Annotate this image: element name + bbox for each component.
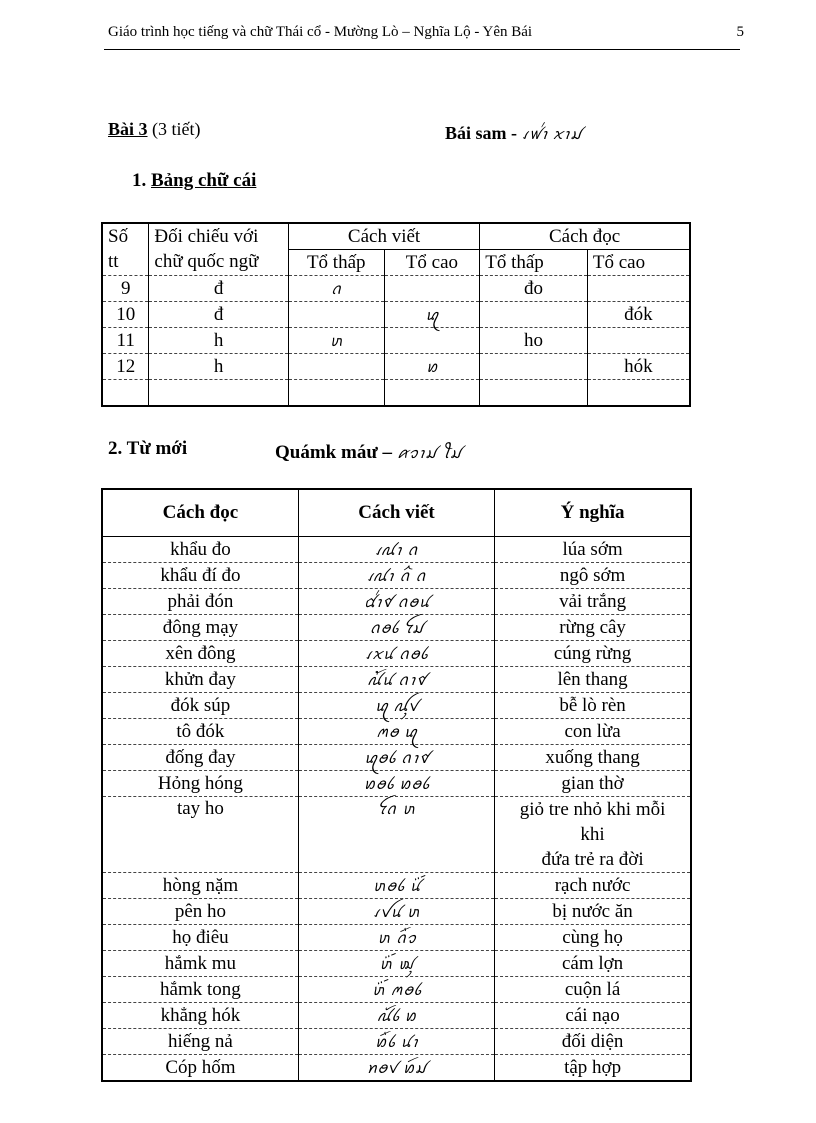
table-row [102, 563, 691, 589]
cell-read: Hỏng hóng [102, 771, 298, 797]
cell-letter: đ [149, 302, 288, 328]
cell-write: ꪓ ꪏꪴꪚ [298, 693, 494, 719]
cell-stt: 12 [102, 354, 149, 380]
header-divider [104, 49, 740, 50]
page-number: 5 [736, 24, 744, 40]
vocab-body [102, 537, 691, 1082]
cell-write: ꪠ꪿ꪱꪥ ꪒꪮꪙ [298, 589, 494, 615]
cell-write-low: ꪒ [288, 276, 384, 302]
cell-read: đók súp [102, 693, 298, 719]
cell-meaning [495, 797, 691, 873]
cell-meaning: tập hợp [495, 1055, 691, 1082]
cell-stt: 9 [102, 276, 149, 302]
table-row [102, 745, 691, 771]
cell-write: ꪭꪸꪉ ꪙꪱ [298, 1029, 494, 1055]
header-write: Cách viết [288, 223, 479, 250]
table-row [102, 771, 691, 797]
vocab-subtitle-text: Quámk máư – [275, 442, 392, 463]
cell-read: hắmk mu [102, 951, 298, 977]
vocab-subtitle-thai: ꪁꪫꪱꪣ ꪻꪣ [396, 444, 462, 462]
cell-write-high [384, 328, 480, 354]
cell-stt [102, 380, 149, 407]
cell-letter: h [149, 328, 288, 354]
lesson-name-text: Bái sam - [445, 123, 517, 143]
table-row [102, 615, 691, 641]
cell-read: hắmk tong [102, 977, 298, 1003]
cell-meaning: rừng cây [495, 615, 691, 641]
cell-read: Cóp hốm [102, 1055, 298, 1082]
cell-read-low [480, 380, 588, 407]
cell-write: ꪹꪎꪙ ꪒꪮꪉ [298, 641, 494, 667]
cell-read: xên đông [102, 641, 298, 667]
cell-meaning: bị nước ăn [495, 899, 691, 925]
table-row [102, 977, 691, 1003]
table-row [102, 641, 691, 667]
cell-write: ꪭꪮꪉ ꪭꪮꪉ [298, 771, 494, 797]
header-stt-1: Số [102, 223, 149, 250]
cell-write: ꪬꪮꪉ ꪙꪾ [298, 873, 494, 899]
cell-meaning: rạch nước [495, 873, 691, 899]
cell-meaning: cái nạo [495, 1003, 691, 1029]
cell-write: ꪄꪳꪙ ꪒꪱꪥ [298, 667, 494, 693]
cell-write-high: ꪓ [384, 302, 480, 328]
cell-write-high: ꪭ [384, 354, 480, 380]
cell-read: khẩu đí đo [102, 563, 298, 589]
alphabet-table [101, 222, 691, 407]
table-row [102, 667, 691, 693]
table-row [102, 302, 690, 328]
cell-read-low: ho [480, 328, 588, 354]
cell-read: phải đón [102, 589, 298, 615]
cell-write: ꪒꪮꪉ ꪼꪣ [298, 615, 494, 641]
cell-meaning: bễ lò rèn [495, 693, 691, 719]
header-read: Cách đọc [480, 223, 690, 250]
cell-meaning: cùng họ [495, 925, 691, 951]
cell-meaning: xuống thang [495, 745, 691, 771]
cell-meaning: lúa sớm [495, 537, 691, 563]
cell-read-high [587, 328, 690, 354]
cell-read-low: đo [480, 276, 588, 302]
cell-read: khẩu đo [102, 537, 298, 563]
header-stt-2: tt [102, 250, 149, 276]
lesson-name-thai: ꪹꪝ꪿ꪱ ꪎꪱꪣ [521, 125, 582, 143]
cell-letter: đ [149, 276, 288, 302]
cell-stt: 10 [102, 302, 149, 328]
cell-write: ꪹꪜꪙ ꪬ [298, 899, 494, 925]
header-write-high: Tổ cao [384, 250, 480, 276]
cell-read: khẳng hók [102, 1003, 298, 1029]
cell-meaning: con lừa [495, 719, 691, 745]
cell-meaning: lên thang [495, 667, 691, 693]
table-row [102, 354, 690, 380]
section-alphabet-title [132, 170, 256, 192]
header-read-high: Tổ cao [587, 250, 690, 276]
cell-read: tay ho [102, 797, 298, 873]
cell-write: ꪼꪒ ꪬ [298, 797, 494, 873]
cell-letter [149, 380, 288, 407]
cell-write-high [384, 380, 480, 407]
table-row [102, 899, 691, 925]
cell-meaning: cúng rừng [495, 641, 691, 667]
table-row [102, 1029, 691, 1055]
meaning-line: đứa trẻ ra đời [541, 849, 644, 870]
cell-meaning: cám lợn [495, 951, 691, 977]
cell-read: tô đók [102, 719, 298, 745]
cell-read: khửn đay [102, 667, 298, 693]
table-row [102, 873, 691, 899]
table-row [102, 1055, 691, 1082]
cell-read-low [480, 354, 588, 380]
table-row [102, 951, 691, 977]
cell-meaning: gian thờ [495, 771, 691, 797]
cell-meaning: cuộn lá [495, 977, 691, 1003]
lesson-title [108, 119, 201, 140]
meaning-line: khi [580, 824, 605, 845]
header-compare-2: chữ quốc ngữ [149, 250, 288, 276]
cell-read: họ điêu [102, 925, 298, 951]
meaning-line: giỏ tre nhỏ khi mỗi [519, 799, 666, 820]
cell-write: ꪬꪾ ꪢꪴ [298, 951, 494, 977]
section-vocab-subtitle [275, 438, 462, 470]
table-row [102, 537, 691, 563]
header-compare-1: Đối chiếu với [149, 223, 288, 250]
cell-meaning: ngô sớm [495, 563, 691, 589]
section-title: Bảng chữ cái [151, 170, 257, 191]
table-row [102, 719, 691, 745]
cell-read: hiếng nả [102, 1029, 298, 1055]
cell-write: ꪀꪮꪚ ꪭꪷꪣ [298, 1055, 494, 1082]
table-row [102, 589, 691, 615]
cell-meaning: vải trắng [495, 589, 691, 615]
cell-read: đống đay [102, 745, 298, 771]
table-row [102, 693, 691, 719]
table-row-empty [102, 380, 690, 407]
table-row [102, 1003, 691, 1029]
cell-write-high [384, 276, 480, 302]
table-row [102, 328, 690, 354]
cell-read-high [587, 380, 690, 407]
cell-letter: h [149, 354, 288, 380]
cell-write: ꪹꪄꪱ ꪒ [298, 537, 494, 563]
table-row [102, 925, 691, 951]
vocab-header-read: Cách đọc [102, 489, 298, 537]
cell-read: đông mạy [102, 615, 298, 641]
cell-stt: 11 [102, 328, 149, 354]
section-number: 1. [132, 170, 147, 191]
cell-read: hòng nặm [102, 873, 298, 899]
cell-write: ꪬꪾ ꪔꪮꪉ [298, 977, 494, 1003]
cell-write-low [288, 354, 384, 380]
header-title: Giáo trình học tiếng và chữ Thái cổ - Mường Lò – Nghĩa Lộ - Yên Bái [108, 24, 533, 40]
cell-write-low [288, 302, 384, 328]
cell-read-high [587, 276, 690, 302]
cell-read-low [480, 302, 588, 328]
cell-read-high: đók [587, 302, 690, 328]
cell-write-low: ꪬ [288, 328, 384, 354]
vocab-table [101, 488, 692, 1082]
lesson-label: Bài 3 [108, 119, 148, 139]
cell-write: ꪔꪮ ꪓ [298, 719, 494, 745]
cell-meaning: đối diện [495, 1029, 691, 1055]
header-read-low: Tổ thấp [480, 250, 588, 276]
section-vocab-title: 2. Từ mới [108, 438, 188, 459]
table-row [102, 797, 691, 873]
table-row [102, 276, 690, 302]
header-write-low: Tổ thấp [288, 250, 384, 276]
cell-write: ꪬ ꪒꪸꪫ [298, 925, 494, 951]
vocab-header-meaning: Ý nghĩa [495, 489, 691, 537]
page-header [108, 24, 744, 41]
vocab-header-write: Cách viết [298, 489, 494, 537]
lesson-duration: (3 tiết) [152, 119, 201, 139]
cell-write: ꪹꪄꪱ ꪒꪲ ꪒ [298, 563, 494, 589]
lesson-name [445, 119, 582, 151]
cell-write: ꪄꪰꪉ ꪭ [298, 1003, 494, 1029]
cell-write: ꪓꪮꪉ ꪒꪱꪥ [298, 745, 494, 771]
cell-write-low [288, 380, 384, 407]
cell-read-high: hók [587, 354, 690, 380]
cell-read: pên ho [102, 899, 298, 925]
